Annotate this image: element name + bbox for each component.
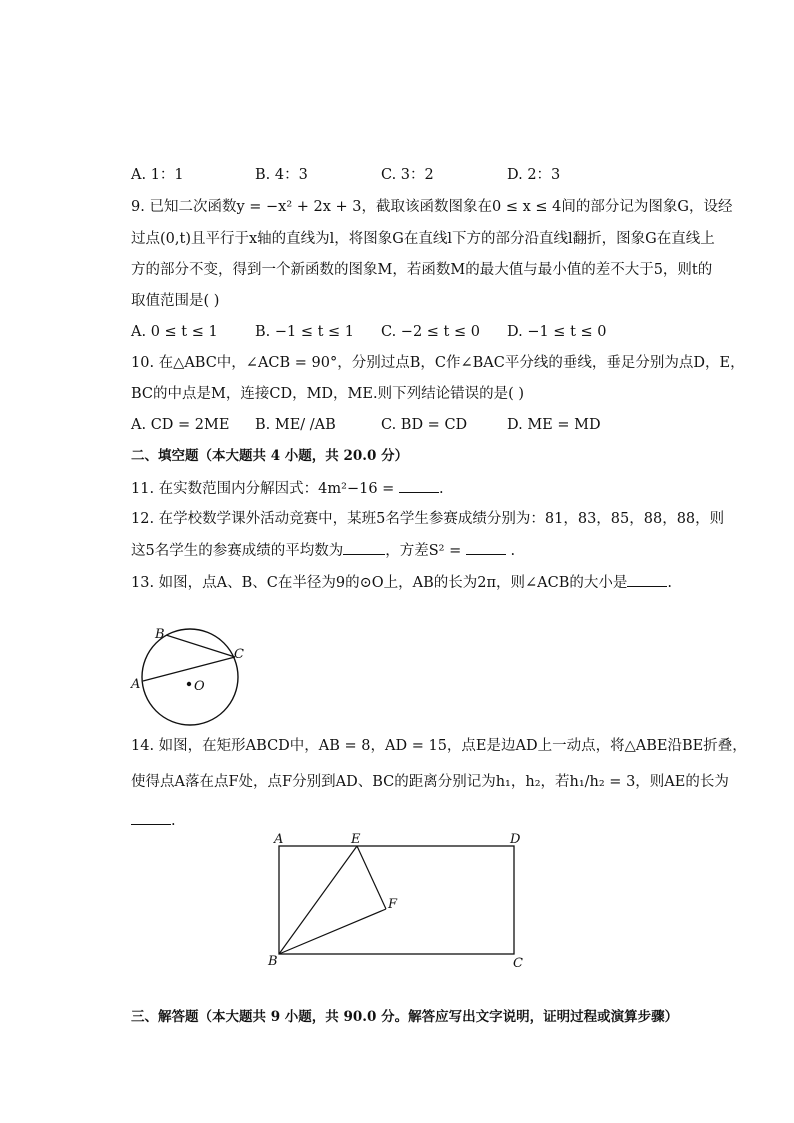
q10-option-b: B. ME/ /AB: [255, 417, 336, 433]
q14-tail: .: [171, 813, 176, 829]
q10-option-c: C. BD = CD: [381, 417, 468, 433]
q12-line-2: [131, 540, 515, 561]
q11-tail: .: [438, 481, 444, 497]
chord-ac: [143, 657, 235, 681]
q12-text-a: 这5名学生的参赛成绩的平均数为: [131, 543, 344, 559]
q8-option-d: D. 2：3: [507, 167, 561, 183]
label-c2: C: [513, 956, 523, 971]
q9-line-2: 过点(0,t)且平行于x轴的直线为l，将图象G在直线l下方的部分沿直线l翻折，图象G在直线上: [131, 231, 715, 247]
q14-line-3: [131, 810, 176, 831]
q12-blank-1: [343, 540, 385, 555]
section-2-heading: 二、填空题（本大题共 4 小题，共 20.0 分）: [131, 448, 409, 464]
center-point: [187, 682, 191, 686]
chord-bc: [166, 635, 235, 657]
label-e: E: [351, 832, 361, 847]
segment-ef: [357, 846, 386, 909]
q9-option-d: D. −1 ≤ t ≤ 0: [507, 324, 607, 340]
q10-option-d: D. ME = MD: [507, 417, 601, 433]
label-b2: B: [268, 954, 278, 969]
label-c: C: [234, 647, 244, 662]
label-a: A: [131, 677, 141, 692]
label-a2: A: [274, 832, 284, 847]
label-o: O: [194, 679, 205, 694]
q12-text-b: ，方差S² =: [385, 543, 462, 559]
label-d: D: [510, 832, 521, 847]
q12-tail: .: [510, 543, 516, 559]
q10-line-2: BC的中点是M，连接CD，MD，ME.则下列结论错误的是( ): [131, 386, 525, 402]
q9-option-b: B. −1 ≤ t ≤ 1: [255, 324, 355, 340]
label-b: B: [155, 627, 165, 642]
q11-text: 11. 在实数范围内分解因式：4m²−16 =: [131, 481, 395, 497]
q11-blank: [399, 478, 439, 493]
q13-text: 13. 如图，点A、B、C在半径为9的⊙O上，AB的长为2π，则∠ACB的大小是: [131, 575, 628, 591]
circle-figure: [120, 622, 260, 742]
q13-tail: .: [667, 575, 673, 591]
q8-option-a: A. 1：1: [131, 167, 184, 183]
q14-line-1: 14. 如图，在矩形ABCD中，AB = 8，AD = 15，点E是边AD上一动点，将△ABE沿BE折叠，: [131, 738, 747, 754]
q9-option-c: C. −2 ≤ t ≤ 0: [381, 324, 480, 340]
q11: [131, 478, 444, 499]
q13: [131, 572, 672, 593]
q12-blank-2: [466, 540, 506, 555]
q9-option-a: A. 0 ≤ t ≤ 1: [131, 324, 218, 340]
q9-line-4: 取值范围是( ): [131, 293, 220, 309]
q9-line-3: 方的部分不变，得到一个新函数的图象M，若函数M的最大值与最小值的差不大于5，则t的: [131, 262, 713, 278]
q13-blank: [627, 572, 667, 587]
q10-option-a: A. CD = 2ME: [131, 417, 230, 433]
rectangle-figure: [265, 828, 535, 973]
section-3-heading: 三、解答题（本大题共 9 小题，共 90.0 分。解答应写出文字说明，证明过程或演算步骤）: [131, 1009, 679, 1025]
q14-line-2: 使得点A落在点F处，点F分别到AD、BC的距离分别记为h₁，h₂，若h₁/h₂ = 3，则AE的长为: [131, 774, 729, 790]
q14-blank: [131, 810, 171, 825]
q8-option-b: B. 4：3: [255, 167, 308, 183]
label-f: F: [388, 897, 398, 912]
q12-line-1: 12. 在学校数学课外活动竞赛中，某班5名学生参赛成绩分别为：81，83，85，88，88，则: [131, 511, 725, 527]
q8-option-c: C. 3：2: [381, 167, 434, 183]
q9-line-1: 9. 已知二次函数y = −x² + 2x + 3，截取该函数图象在0 ≤ x ≤ 4间的部分记为图象G，设经: [131, 199, 733, 215]
q10-line-1: 10. 在△ABC中，∠ACB = 90°，分别过点B，C作∠BAC平分线的垂线，垂足分别为点D，E，: [131, 355, 745, 371]
